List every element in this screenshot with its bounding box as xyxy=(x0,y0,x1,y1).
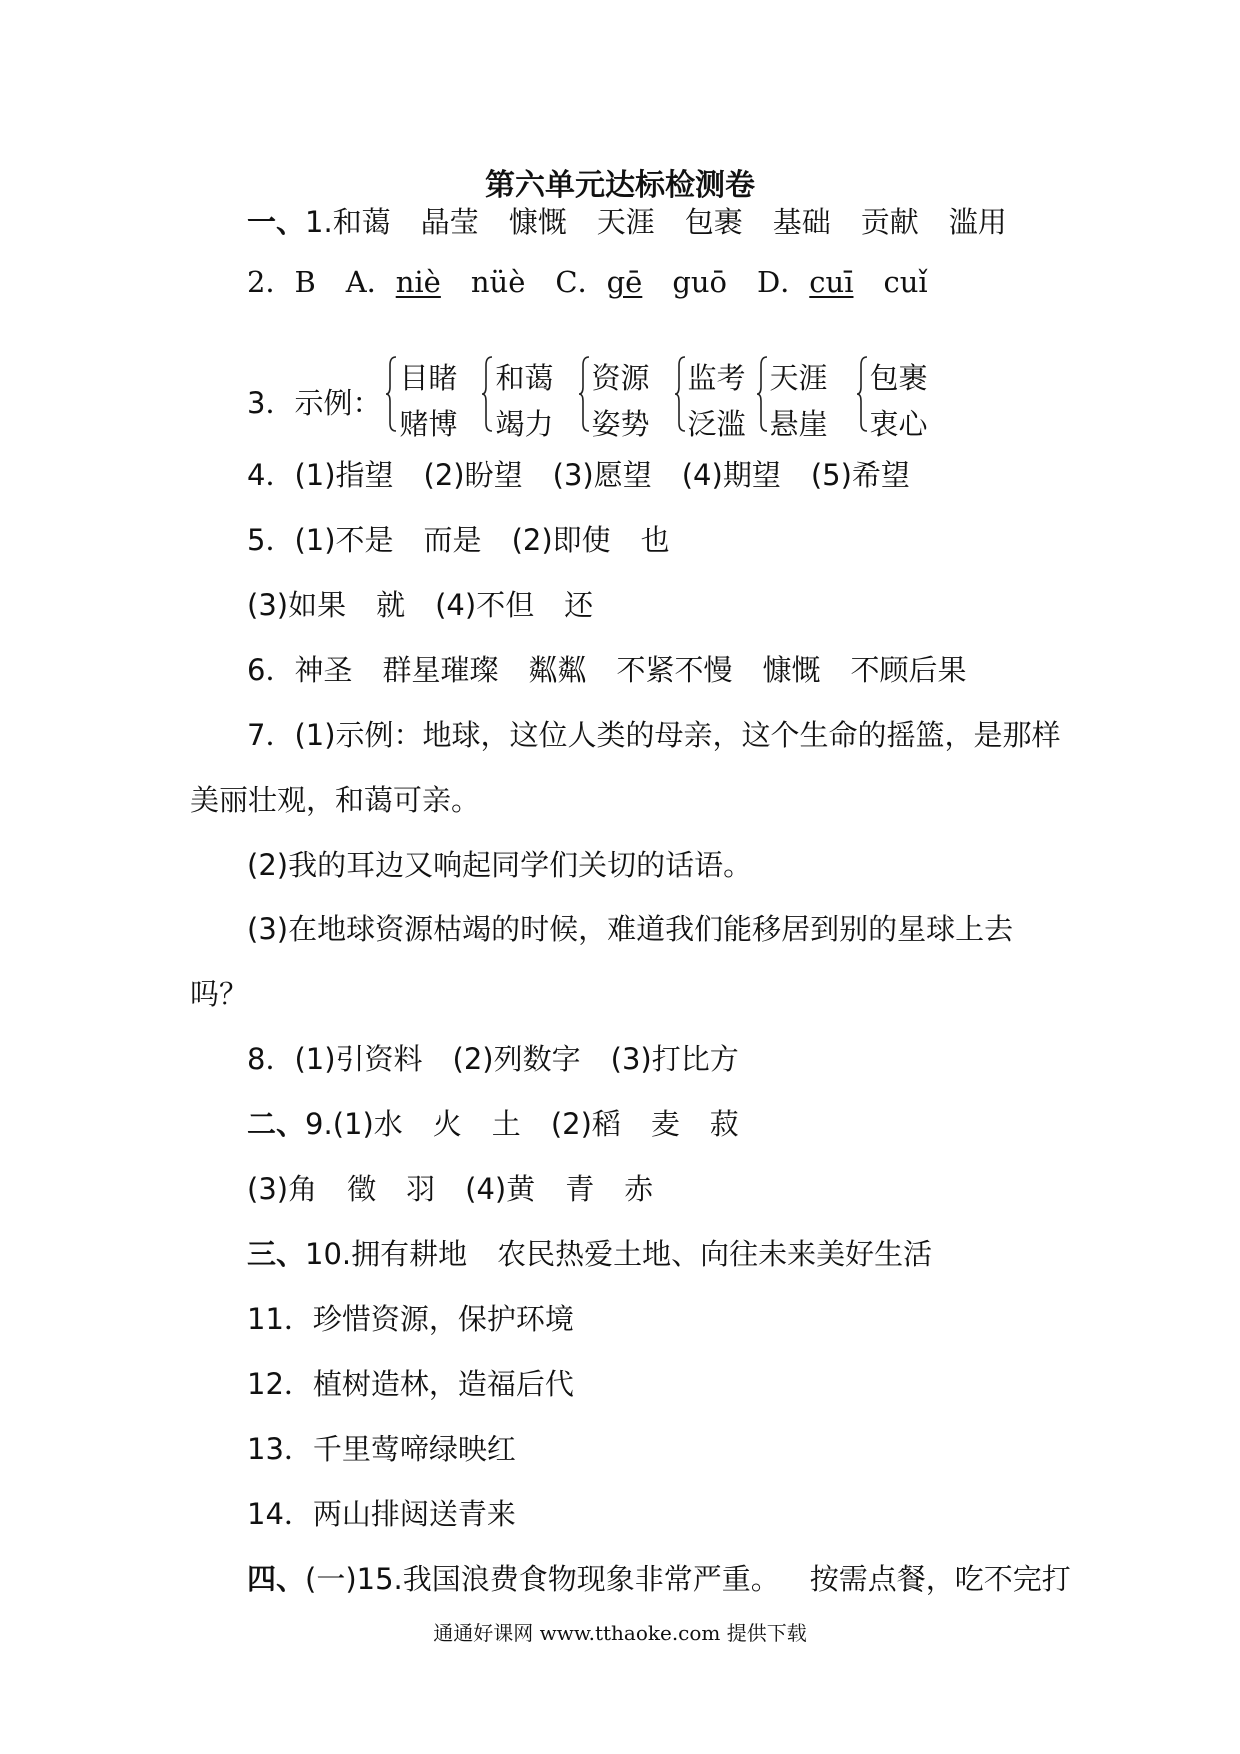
answer-word: (3)打比方 xyxy=(610,1042,739,1076)
section-label: 四、 xyxy=(247,1562,306,1596)
word-pair xyxy=(674,355,746,447)
answer-word: 慷慨 xyxy=(508,205,567,239)
question-number: 13． xyxy=(247,1432,313,1466)
question-6 xyxy=(247,653,967,688)
answer-word: (2)列数字 xyxy=(452,1042,581,1076)
answer-word: 麦 xyxy=(650,1107,680,1141)
question-number: 10. xyxy=(305,1237,352,1271)
answer-word: 菽 xyxy=(709,1107,739,1141)
answer-word: (1)不是 xyxy=(294,523,394,557)
pinyin: niè xyxy=(395,265,441,299)
brace-icon xyxy=(481,355,493,433)
pair-top: 目睹 xyxy=(399,361,458,395)
question-number: 12． xyxy=(247,1367,313,1401)
question-number: 3． xyxy=(247,385,295,420)
answer-word: 而是 xyxy=(423,523,482,557)
question-9-continued xyxy=(247,1172,653,1207)
answer-word: 和蔼 xyxy=(332,205,391,239)
question-1 xyxy=(247,205,1007,240)
answer-word: (3)愿望 xyxy=(552,458,652,492)
brace-icon xyxy=(578,355,590,433)
question-number: 15. xyxy=(356,1562,403,1596)
question-number: 7． xyxy=(247,718,295,752)
answer-word: (1)指望 xyxy=(294,458,394,492)
word-pair xyxy=(481,355,553,447)
question-number: 6． xyxy=(247,653,295,687)
answer-text: 两山排闼送青来 xyxy=(312,1497,516,1531)
brace-icon xyxy=(385,355,397,433)
question-2 xyxy=(247,265,928,300)
answer-text: (2)我的耳边又响起同学们关切的话语。 xyxy=(247,848,753,882)
word-pair xyxy=(756,355,828,447)
answer-text: 千里莺啼绿映红 xyxy=(312,1432,516,1466)
question-8 xyxy=(247,1042,739,1077)
answer-word: 还 xyxy=(564,588,594,622)
question-number: 2． xyxy=(247,265,295,299)
question-7 xyxy=(247,718,1061,753)
question-12 xyxy=(247,1367,574,1402)
question-number: 1. xyxy=(305,205,333,239)
answer-word: 包裹 xyxy=(684,205,743,239)
word-pair xyxy=(578,355,650,447)
pinyin: nüè xyxy=(470,265,526,299)
question-number: 11． xyxy=(247,1302,313,1336)
question-15 xyxy=(247,1562,1071,1597)
pair-bottom: 赌博 xyxy=(399,407,458,441)
word-pair xyxy=(856,355,928,447)
answer-text-continued: 吗？ xyxy=(190,977,249,1011)
brace-icon xyxy=(856,355,868,433)
answer-word: 土 xyxy=(491,1107,521,1141)
footer-source-note: 通通好课网 www.tthaoke.com 提供下载 xyxy=(433,1621,807,1645)
answer-word: (2)稻 xyxy=(550,1107,621,1141)
answer-text: 我国浪费食物现象非常严重。 xyxy=(402,1562,780,1596)
option-label: C． xyxy=(555,265,607,299)
answer-word: 晶莹 xyxy=(420,205,479,239)
answer-text-continued: 美丽壮观，和蔼可亲。 xyxy=(190,783,481,817)
pair-top: 监考 xyxy=(687,361,746,395)
question-13 xyxy=(247,1432,516,1467)
answer-word: (4)不但 xyxy=(435,588,535,622)
question-number: 5． xyxy=(247,523,295,557)
answer-word: 群星璀璨 xyxy=(382,653,499,687)
pair-bottom: 姿势 xyxy=(591,407,650,441)
question-11 xyxy=(247,1302,574,1337)
answer-text: 植树造林，造福后代 xyxy=(312,1367,574,1401)
answer-word: (4)黄 xyxy=(465,1172,536,1206)
question-number: 14． xyxy=(247,1497,313,1531)
example-label: 示例： xyxy=(294,385,382,420)
question-10 xyxy=(247,1237,932,1272)
pair-top: 包裹 xyxy=(869,361,928,395)
question-14 xyxy=(247,1497,516,1532)
answer-word: 不紧不慢 xyxy=(616,653,733,687)
pair-top: 资源 xyxy=(591,361,650,395)
pair-top: 天涯 xyxy=(769,361,828,395)
pair-bottom: 竭力 xyxy=(495,407,554,441)
answer-word: 火 xyxy=(432,1107,462,1141)
answer-word: 徵 xyxy=(347,1172,377,1206)
answer-word: 赤 xyxy=(624,1172,654,1206)
question-number: 9. xyxy=(305,1107,333,1141)
answer-text: 农民热爱土地、向往未来美好生活 xyxy=(497,1237,933,1271)
answer-word: (2)盼望 xyxy=(423,458,523,492)
section-label: 三、 xyxy=(247,1237,306,1271)
answer-word: 粼粼 xyxy=(528,653,587,687)
question-9 xyxy=(247,1107,739,1142)
answer-word: (1)水 xyxy=(332,1107,403,1141)
pair-bottom: 衷心 xyxy=(869,407,928,441)
pinyin: guō xyxy=(672,265,728,299)
subsection-label: (一) xyxy=(305,1562,357,1596)
page-title: 第六单元达标检测卷 xyxy=(485,168,755,203)
answer-text: (3)在地球资源枯竭的时候，难道我们能移居到别的星球上去 xyxy=(247,912,1014,946)
question-5-continued xyxy=(247,588,593,623)
answer-text: 珍惜资源，保护环境 xyxy=(312,1302,574,1336)
answer-word: 基础 xyxy=(772,205,831,239)
brace-icon xyxy=(756,355,768,433)
answer-word: 羽 xyxy=(406,1172,436,1206)
question-5 xyxy=(247,523,670,558)
question-4 xyxy=(247,458,910,493)
pair-bottom: 泛滥 xyxy=(687,407,746,441)
word-pair xyxy=(385,355,457,447)
answer-word: (4)期望 xyxy=(681,458,781,492)
answer-word: (5)希望 xyxy=(810,458,910,492)
pinyin: cuī xyxy=(809,265,854,299)
answer-word: 慷慨 xyxy=(762,653,821,687)
answer-text: (1)示例：地球，这位人类的母亲，这个生命的摇篮，是那样 xyxy=(294,718,1061,752)
option-label: D． xyxy=(757,265,810,299)
answer-word: 青 xyxy=(565,1172,595,1206)
answer-word: 神圣 xyxy=(294,653,353,687)
answer-word: 就 xyxy=(376,588,406,622)
answer-word: 天涯 xyxy=(596,205,655,239)
answer-text: 拥有耕地 xyxy=(351,1237,468,1271)
answer-word: 也 xyxy=(640,523,670,557)
answer-text: 按需点餐，吃不完打 xyxy=(809,1562,1071,1596)
pinyin: cuǐ xyxy=(883,265,928,299)
answer-word: (3)角 xyxy=(247,1172,318,1206)
question-number: 4． xyxy=(247,458,295,492)
section-label: 一、 xyxy=(247,205,306,239)
option-label: A． xyxy=(345,265,396,299)
answer-word: 贡献 xyxy=(860,205,919,239)
answer-word: (2)即使 xyxy=(511,523,611,557)
question-3 xyxy=(247,355,934,447)
pair-bottom: 悬崖 xyxy=(769,407,828,441)
answer-word: 滥用 xyxy=(948,205,1007,239)
answer-word: (3)如果 xyxy=(247,588,347,622)
answer-word: 不顾后果 xyxy=(850,653,967,687)
answer-choice: B xyxy=(294,265,316,299)
brace-icon xyxy=(674,355,686,433)
pinyin: gē xyxy=(606,265,643,299)
answer-word: (1)引资料 xyxy=(294,1042,423,1076)
pair-top: 和蔼 xyxy=(495,361,554,395)
question-number: 8． xyxy=(247,1042,295,1076)
section-label: 二、 xyxy=(247,1107,306,1141)
